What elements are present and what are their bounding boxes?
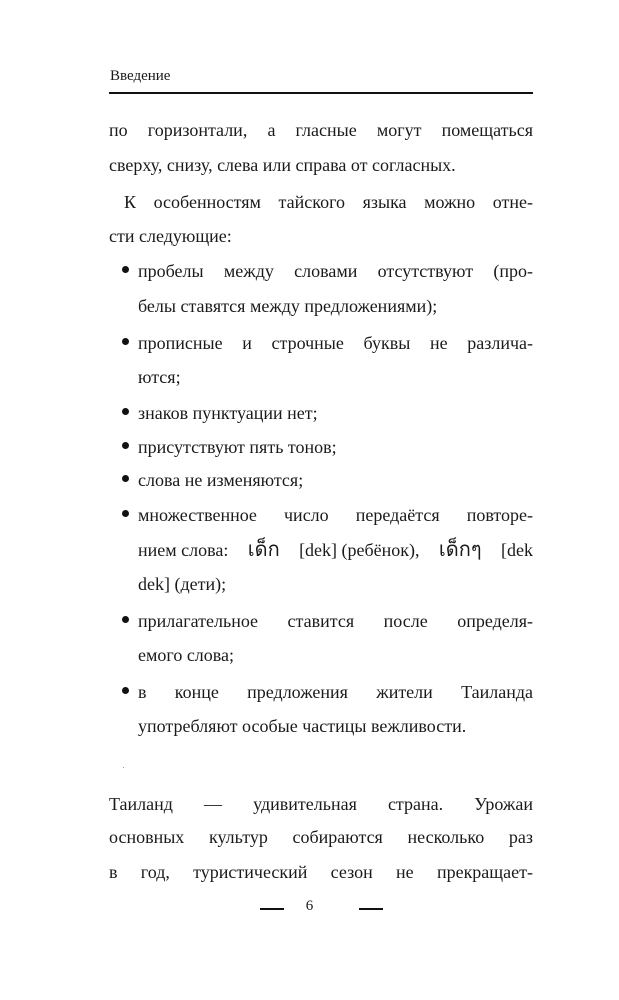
page-number: 6 (305, 898, 314, 914)
speck (123, 767, 124, 768)
bullet-icon (122, 475, 129, 482)
bullet-icon (122, 442, 129, 449)
text-line: по горизонтали, а гласные могут помещаться (109, 120, 533, 140)
list-item-cont: dek] (дети); (138, 574, 227, 594)
text: [dek (500, 540, 533, 560)
text-line: сти следующие: (109, 226, 232, 246)
bullet-icon (122, 338, 129, 345)
text-line: сверху, снизу, слева или справа от согласных. (109, 155, 456, 175)
list-item-cont: емого слова; (138, 645, 235, 665)
bullet-icon (122, 408, 129, 415)
list-item-cont: ются; (138, 367, 181, 387)
list-item-cont: употребляют особые частицы вежливости. (138, 716, 467, 736)
text-line: Таиланд — удивительная страна. Урожаи (109, 794, 533, 814)
list-item: слова не изменяются; (138, 470, 304, 490)
bullet-icon (122, 687, 129, 694)
list-item: в конце предложения жители Таиланда (138, 682, 533, 702)
list-item: знаков пунктуации нет; (138, 403, 318, 423)
text-line: основных культур собираются несколько раз (109, 827, 533, 847)
thai-word: เด็ก (247, 537, 280, 561)
list-item: присутствуют пять тонов; (138, 437, 337, 457)
text-line: в год, туристический сезон не прекращает- (109, 862, 533, 882)
text-line: К особенностям тайского языка можно отне- (124, 192, 533, 212)
thai-word: เด็กๆ (438, 537, 482, 561)
bullet-icon (122, 266, 129, 273)
list-item-cont: белы ставятся между предложениями); (138, 296, 438, 316)
bullet-icon (122, 616, 129, 623)
list-item: прилагательное ставится после определя- (138, 611, 533, 631)
footer-ornament (359, 908, 383, 910)
bullet-icon (122, 510, 129, 517)
list-item: пробелы между словами отсутствуют (про- (138, 261, 533, 281)
list-item: множественное число передаётся повторе- (138, 505, 533, 525)
text: нием слова: (138, 540, 229, 560)
header-rule (109, 92, 533, 94)
running-header: Введение (110, 68, 171, 84)
list-item: прописные и строчные буквы не различа- (138, 333, 533, 353)
plural-example-line (138, 538, 533, 561)
text: [dek] (ребёнок), (299, 540, 420, 560)
